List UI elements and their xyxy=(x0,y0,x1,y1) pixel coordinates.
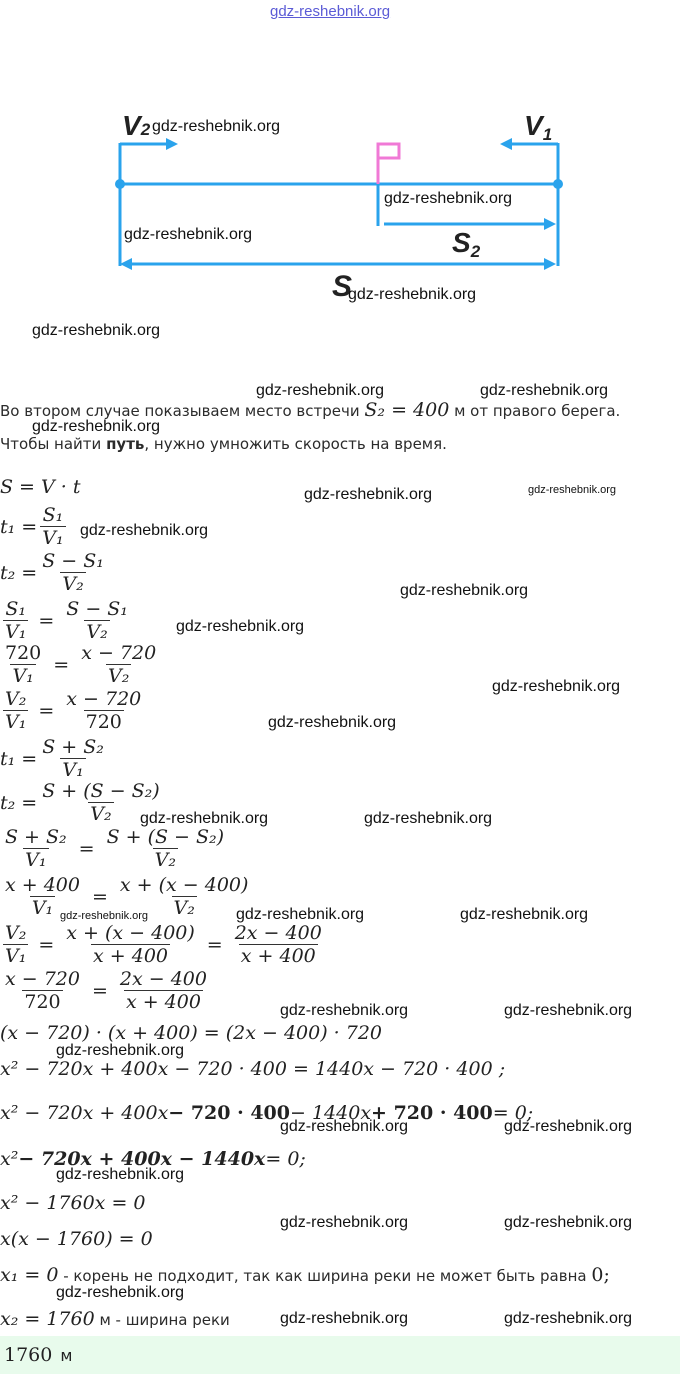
formula-13: (x − 720) · (x + 400) = (2x − 400) · 720 xyxy=(0,1022,383,1044)
formula-9: $\frac{\text{S + S₂}}{\text{V₁}}$ = $\frac{\text{S + (S − S₂)}}{\text{V₂}}$ xyxy=(5,826,225,871)
formula-3: t₂ = $\frac{\text{S − S₁}}{\text{V₂}}$ xyxy=(0,550,104,595)
watermark: gdz-reshebnik.org xyxy=(504,1118,633,1135)
watermark: gdz-reshebnik.org xyxy=(32,322,161,339)
watermark: gdz-reshebnik.org xyxy=(56,1042,185,1059)
formula-12: $\frac{x - 720}{720}$ = $\frac{2x - 400}{x + 400}$ xyxy=(5,968,207,1013)
watermark: gdz-reshebnik.org xyxy=(60,910,149,922)
right-point xyxy=(553,179,563,189)
watermark: gdz-reshebnik.org xyxy=(384,190,513,207)
watermark: gdz-reshebnik.org xyxy=(56,1166,185,1183)
formula-15: x² − 720x + 400x − 720 · 400 − 1440x + 720 · 400 = 0; xyxy=(0,1102,534,1124)
formula-10: $\frac{x + 400}{\text{V₁}}$ = $\frac{x + (x - 400)}{\text{V₂}}$ xyxy=(5,874,249,919)
text-line-2: Чтобы найти путь, нужно умножить скорость на время. xyxy=(0,435,447,453)
formula-2: t₁ = $\frac{\text{S₁}}{\text{V₁}}$ xyxy=(0,504,64,549)
watermark: gdz-reshebnik.org xyxy=(80,522,209,539)
watermark: gdz-reshebnik.org xyxy=(32,418,161,435)
watermark: gdz-reshebnik.org xyxy=(280,1002,409,1019)
watermark: gdz-reshebnik.org xyxy=(140,810,269,827)
watermark: gdz-reshebnik.org xyxy=(364,810,493,827)
watermark: gdz-reshebnik.org xyxy=(480,382,609,399)
v1-label: V1 xyxy=(524,110,553,144)
formula-5: $\frac{720}{\text{V₁}}$ = $\frac{x - 720}{\text{V₂}}$ xyxy=(5,642,157,687)
text-line-1: Во втором случае показываем место встречи S₂ = 400 м от правого берега. xyxy=(0,399,621,421)
watermark: gdz-reshebnik.org xyxy=(236,906,365,923)
formula-11: $\frac{\text{V₂}}{\text{V₁}}$ = $\frac{x + (x - 400)}{x + 400}$ = $\frac{2x - 400}{x + 400}$ xyxy=(5,922,322,967)
watermark: gdz-reshebnik.org xyxy=(504,1214,633,1231)
formula-7: t₁ = $\frac{\text{S + S₂}}{\text{V₁}}$ xyxy=(0,736,104,781)
formula-18: x(x − 1760) = 0 xyxy=(0,1228,153,1250)
watermark: gdz-reshebnik.org xyxy=(492,678,621,695)
watermark: gdz-reshebnik.org xyxy=(280,1310,409,1327)
s2-label: S2 xyxy=(452,227,481,261)
watermark: gdz-reshebnik.org xyxy=(56,1284,185,1301)
formula-16: x² − 720x + 400x − 1440x = 0; xyxy=(0,1148,306,1170)
answer-box xyxy=(0,1336,680,1374)
watermark: gdz-reshebnik.org xyxy=(528,484,617,496)
river-diagram xyxy=(0,100,680,410)
watermark: gdz-reshebnik.org xyxy=(280,1214,409,1231)
s-label: S xyxy=(332,270,353,303)
left-point xyxy=(115,179,125,189)
watermark: gdz-reshebnik.org xyxy=(152,118,281,135)
watermark: gdz-reshebnik.org xyxy=(504,1310,633,1327)
watermark: gdz-reshebnik.org xyxy=(280,1118,409,1135)
formula-17: x² − 1760x = 0 xyxy=(0,1192,146,1214)
watermark: gdz-reshebnik.org xyxy=(304,486,433,503)
watermark: gdz-reshebnik.org xyxy=(460,906,589,923)
formula-20: x₂ = 1760 м - ширина реки xyxy=(0,1308,230,1330)
watermark: gdz-reshebnik.org xyxy=(400,582,529,599)
watermark: gdz-reshebnik.org xyxy=(268,714,397,731)
watermark: gdz-reshebnik.org xyxy=(504,1002,633,1019)
watermark: gdz-reshebnik.org xyxy=(348,286,477,303)
watermark: gdz-reshebnik.org xyxy=(256,382,385,399)
site-link[interactable]: gdz-reshebnik.org xyxy=(270,3,391,20)
watermark: gdz-reshebnik.org xyxy=(176,618,305,635)
formula-19: x₁ = 0 - корень не подходит, так как ширина реки не может быть равна 0; xyxy=(0,1264,610,1286)
v2-label: V2 xyxy=(122,110,151,141)
formula-8: t₂ = $\frac{\text{S + (S − S₂)}}{\text{V₂}}$ xyxy=(0,780,160,825)
formula-1: S = V · t xyxy=(0,476,81,498)
watermark: gdz-reshebnik.org xyxy=(124,226,253,243)
formula-14: x² − 720x + 400x − 720 · 400 = 1440x − 720 · 400 ; xyxy=(0,1058,506,1080)
answer-value: 1760 м xyxy=(4,1344,73,1366)
formula-6: $\frac{\text{V₂}}{\text{V₁}}$ = $\frac{x - 720}{720}$ xyxy=(5,688,142,733)
formula-4: $\frac{\text{S₁}}{\text{V₁}}$ = $\frac{\text{S − S₁}}{\text{V₂}}$ xyxy=(5,598,128,643)
flag xyxy=(378,144,399,158)
